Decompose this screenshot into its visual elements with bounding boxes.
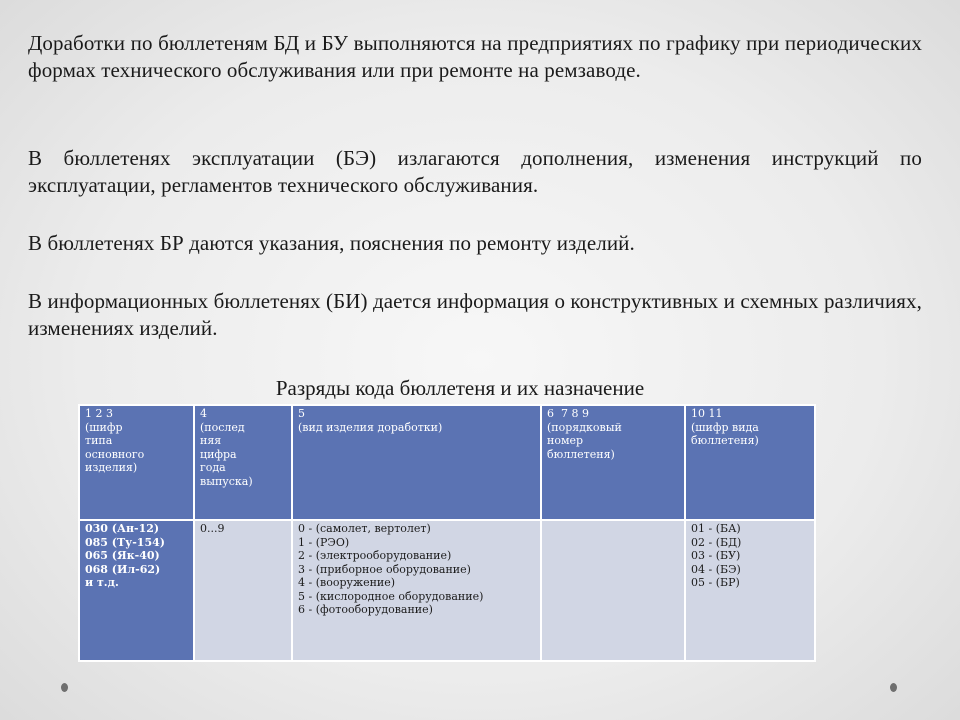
paragraph-modifications: Доработки по бюллетеням БД и БУ выполняются на предприятиях по графику при периодических формах технического обслуживания или при ремонте на ремзаводе. [28,31,922,82]
cell-line: 6 - (фотооборудование) [298,603,433,616]
header-cell [685,405,815,520]
cell-line: 030 (Ан-12) [85,522,160,535]
cell-line: основного [85,447,145,461]
cell-line: 4 - (вооружение) [298,576,396,589]
table-header-row [79,405,815,520]
cell-line: 04 - (БЭ) [691,562,741,576]
cell-line: 01 - (БА) [691,522,741,535]
table-title: Разряды кода бюллетеня и их назначение [275,376,645,400]
body-cell-product-type [292,520,541,661]
cell-line: 02 - (БД) [691,535,742,549]
cell-line: типа [85,434,113,447]
paragraph-repair-bulletins: В бюллетенях БР даются указания, пояснения по ремонту изделий. [28,231,635,255]
cell-line: года [200,461,226,474]
cell-line: 6 7 8 9 [547,407,589,420]
cell-line: (шифр вида [691,420,759,434]
cell-line: няя [200,434,222,447]
bulletin-code-table [78,404,816,662]
cell-line: бюллетеня) [547,447,615,461]
cell-line: (вид изделия доработки) [298,420,443,434]
header-cell [292,405,541,520]
header-cell [79,405,194,520]
cell-line: 1 2 3 [85,407,113,420]
cell-line: 085 (Ту-154) [85,535,165,549]
body-cell-serial-number [541,520,685,661]
paragraph-info-bulletins: В информационных бюллетенях (БИ) дается информация о конструктивных и схемных различиях, изменениях изделий. [28,289,922,340]
body-cell-aircraft-codes [79,520,194,661]
cell-line: 0...9 [200,522,225,535]
paragraph-operation-bulletins: В бюллетенях эксплуатации (БЭ) излагаются дополнения, изменения инструкций по эксплуатации, регламентов технического обслуживания. [28,146,922,197]
header-cell [194,405,292,520]
cell-line: 10 11 [691,407,723,420]
table-row [79,520,815,661]
cell-line: изделия) [85,461,138,474]
cell-line: 3 - (приборное оборудование) [298,562,471,576]
cell-line: номер [547,434,584,447]
cell-line: 5 - (кислородное оборудование) [298,589,484,603]
cell-line: (шифр [85,420,123,434]
cell-line: 068 (Ил-62) [85,562,161,576]
cell-line: 065 (Як-40) [85,549,160,562]
body-cell-bulletin-type [685,520,815,661]
cell-line: 03 - (БУ) [691,549,741,562]
cell-line: (порядковый [547,420,622,434]
cell-line: 05 - (БР) [691,576,740,589]
bullet-dot-icon [61,683,68,692]
cell-line: 0 - (самолет, вертолет) [298,522,431,535]
bullet-dot-icon [890,683,897,692]
cell-line: бюллетеня) [691,434,759,447]
cell-line: 1 - (РЭО) [298,535,350,549]
cell-line: 5 [298,407,305,420]
cell-line: выпуска) [200,474,253,488]
cell-line: и т.д. [85,576,119,589]
cell-line: (послед [200,420,245,434]
cell-line: 4 [200,407,207,420]
cell-line: цифра [200,447,237,461]
body-cell-year-digit [194,520,292,661]
header-cell [541,405,685,520]
cell-line: 2 - (электрооборудование) [298,549,452,562]
